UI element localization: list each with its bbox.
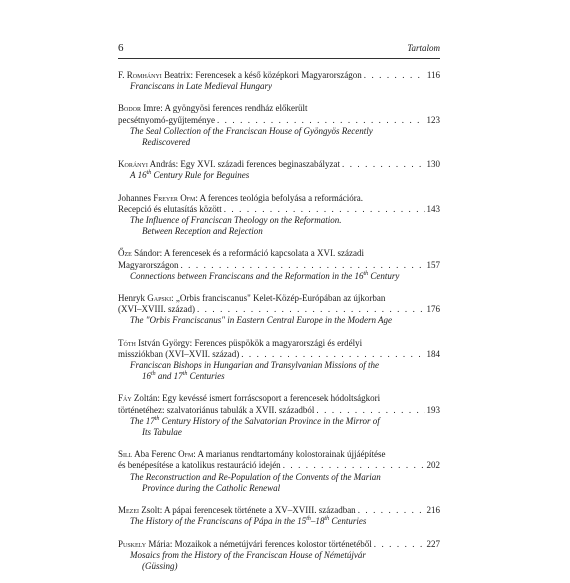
entry-translation: The 17th Century History of the Salvatorian Province in the Mirror of [130, 415, 380, 426]
entry-title: Ferences püspökök a magyarországi és erdélyi [194, 337, 363, 348]
entry-title: Mozaikok a németújvári ferences kolostor történetéből [174, 538, 372, 549]
entry-title-line [118, 304, 440, 315]
entry-translation: Its Tabulae [142, 427, 182, 438]
leader-dots [358, 505, 425, 516]
entry-title-line [118, 204, 440, 215]
toc-entry[interactable] [118, 159, 440, 181]
leader-dots [197, 304, 425, 315]
entry-page: 130 [426, 159, 440, 170]
entry-title: „Orbis franciscanus" Kelet-Közép-Európában az újkorban [175, 293, 386, 304]
entry-page: 157 [426, 259, 440, 270]
entry-translation: Franciscans in Late Medieval Hungary [130, 81, 272, 92]
toc-entry[interactable] [118, 293, 440, 327]
entry-title-line [118, 449, 440, 460]
entry-title: A marianus rendtartomány kolostorainak újjáépítése [197, 449, 386, 460]
leader-dots [283, 460, 425, 471]
entry-title: Recepció és elutasítás között [118, 203, 222, 214]
leader-dots [342, 159, 424, 170]
entry-title: A ferencesek és a reformáció kapcsolata a XVI. századi [163, 248, 365, 259]
leader-dots [180, 260, 424, 271]
entry-title: missziókban (XVI–XVII. század) [118, 348, 240, 359]
entry-author: Johannes Freyer Ofm: [118, 192, 198, 203]
entry-title-line [118, 248, 440, 259]
entry-translation: Province during the Catholic Renewal [142, 482, 281, 493]
entry-author: Tóth István György: [118, 337, 193, 348]
entry-title: A ferences teológia befolyása a reformációra. [199, 192, 364, 203]
leader-dots [364, 70, 425, 81]
toc-entry[interactable] [118, 393, 440, 438]
leader-dots [316, 405, 424, 416]
page-header [118, 42, 440, 54]
leader-dots [374, 539, 425, 550]
toc-entry[interactable] [118, 338, 440, 383]
entry-title: A gyöngyösi ferences rendház előkerült [164, 103, 308, 114]
leader-dots [241, 349, 424, 360]
entry-author: Fáy Zoltán: [118, 393, 160, 404]
entry-title: (XVI–XVIII. század) [118, 304, 195, 315]
entry-page: 193 [426, 404, 440, 415]
entry-translation: The History of the Franciscans of Pápa in the 15th–18th Centuries [130, 516, 367, 527]
entry-page: 176 [426, 304, 440, 315]
entry-author: F. Romhányi Beatrix: [118, 70, 194, 80]
entry-page: 143 [426, 203, 440, 214]
entry-title-line [118, 260, 440, 271]
entry-title-line [118, 349, 440, 360]
entry-translation: The Reconstruction and Re-Population of the Convents of the Marian [130, 471, 381, 482]
entry-title: Magyarországon [118, 259, 179, 270]
entry-page: 184 [426, 348, 440, 359]
entry-translation: The "Orbis Franciscanus" in Eastern Central Europe in the Modern Age [130, 315, 393, 326]
entry-title: történetéhez: szalvatoriánus tabulák a XVII. századból [118, 404, 315, 415]
entry-translation: Franciscan Bishops in Hungarian and Transylvanian Missions of the [130, 360, 380, 371]
entry-author: Mezei Zsolt: [118, 505, 163, 516]
entry-title: és benépesítése a katolikus restauráció idején [118, 460, 281, 471]
entry-page: 123 [426, 114, 440, 125]
entry-title-line [118, 159, 440, 170]
entry-title-line [118, 405, 440, 416]
entry-title-line [118, 539, 440, 550]
entry-title-line [118, 505, 440, 516]
entry-author: Őze Sándor: [118, 248, 163, 259]
entry-author: Bodor Imre: [118, 103, 163, 114]
entry-title: pecsétnyomó-gyűjteménye [118, 114, 215, 125]
entry-author: Korányi András: [118, 159, 179, 170]
toc-entry[interactable] [118, 103, 440, 148]
entry-translation: Mosaics from the History of the Franciscan House of Németújvár [130, 549, 366, 560]
toc-entry[interactable] [118, 248, 440, 282]
entry-title: Egy XVI. századi ferences beginaszabályzat [180, 159, 341, 170]
entry-translation: Between Reception and Rejection [142, 226, 263, 237]
entry-title-line [118, 293, 440, 304]
entry-translation: The Influence of Franciscan Theology on the Reformation. [130, 215, 342, 226]
entry-translation: 16th and 17th Centuries [142, 371, 225, 382]
entry-title-line [118, 460, 440, 471]
entry-title: Egy kevéssé ismert forráscsoport a ferencesek hódoltságkori [162, 393, 381, 404]
entry-title-line [118, 193, 440, 204]
entry-title: A pápai ferencesek története a XV–XVIII. században [164, 505, 356, 516]
entry-author: Henryk Gapski: [118, 293, 174, 304]
entry-translation: A 16th Century Rule for Beguines [130, 170, 250, 181]
toc-entry[interactable] [118, 539, 440, 573]
toc-entry[interactable] [118, 449, 440, 494]
entry-author: Sill Aba Ferenc Ofm: [118, 449, 196, 460]
entry-page: 227 [426, 538, 440, 549]
entry-title: Ferencesek a késő középkori Magyarországon [195, 70, 362, 80]
entry-translation: The Seal Collection of the Franciscan House of Gyöngyös Recently [130, 125, 373, 136]
page-number: 6 [118, 42, 124, 54]
entry-title-line [118, 393, 440, 404]
section-title: Tartalom [407, 43, 440, 53]
header-rule [118, 58, 440, 59]
entry-page: 216 [426, 505, 440, 516]
leader-dots [217, 115, 425, 126]
entry-page: 116 [426, 70, 440, 80]
entry-translation: Rediscovered [142, 137, 191, 148]
entry-title-line [118, 338, 440, 349]
entry-title-line [118, 115, 440, 126]
toc-entry[interactable] [118, 193, 440, 238]
toc-entry[interactable] [118, 70, 440, 92]
entry-translation: (Güssing) [142, 560, 178, 571]
leader-dots [224, 204, 425, 215]
entry-page: 202 [426, 460, 440, 471]
entry-title-line [118, 70, 440, 81]
entry-author: Puskely Mária: [118, 538, 173, 549]
table-of-contents [118, 70, 440, 583]
entry-translation: Connections between Franciscans and the Reformation in the 16th Century [130, 270, 400, 281]
entry-title-line [118, 103, 440, 114]
toc-entry[interactable] [118, 505, 440, 527]
